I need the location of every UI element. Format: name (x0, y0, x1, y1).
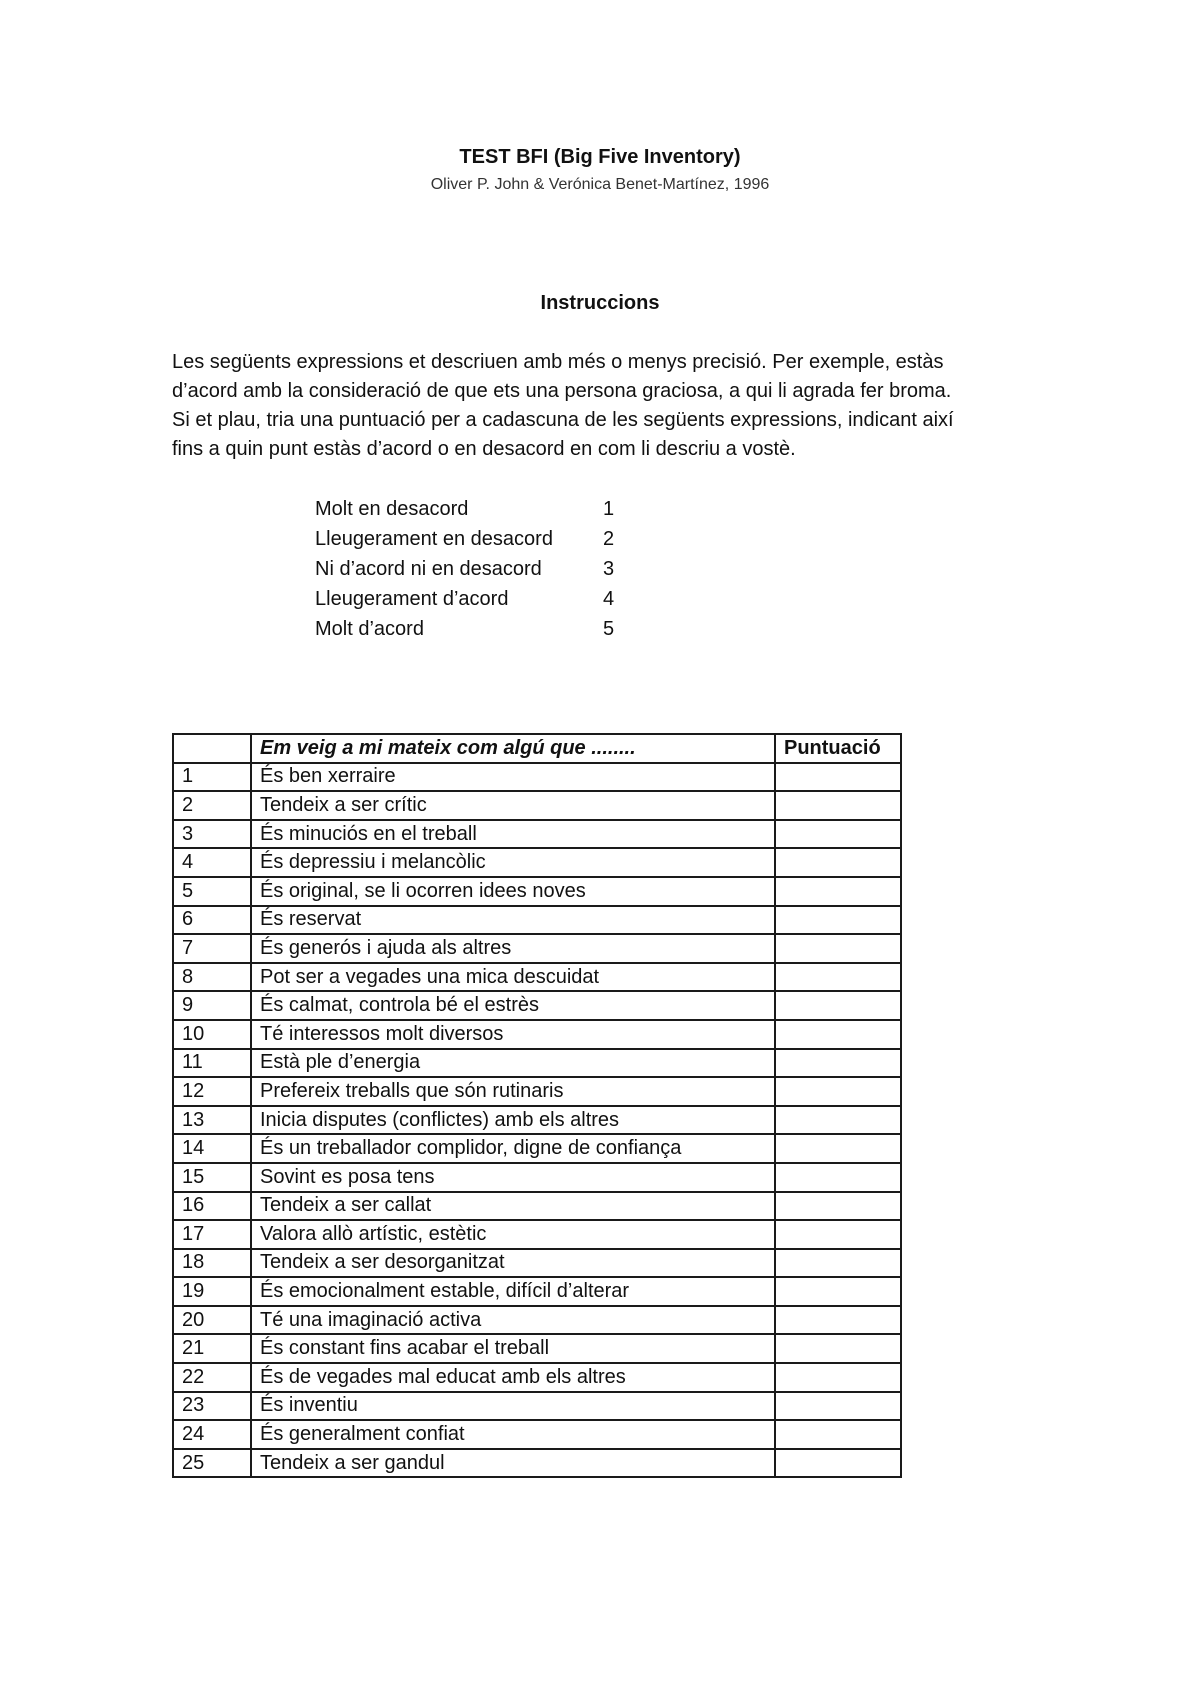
score-cell[interactable] (775, 1420, 901, 1449)
item-statement: Tendeix a ser desorganitzat (251, 1249, 775, 1278)
score-cell[interactable] (775, 991, 901, 1020)
score-cell[interactable] (775, 1363, 901, 1392)
table-row (173, 791, 901, 820)
score-cell[interactable] (775, 906, 901, 935)
scale-value: 2 (603, 528, 615, 550)
score-cell[interactable] (775, 1449, 901, 1478)
item-statement: És generós i ajuda als altres (251, 934, 775, 963)
item-number: 16 (173, 1192, 251, 1221)
scale-row (315, 554, 633, 584)
rating-scale (315, 494, 633, 644)
scale-row (315, 494, 633, 524)
questionnaire-table (172, 733, 902, 1478)
score-cell[interactable] (775, 1077, 901, 1106)
item-number: 15 (173, 1163, 251, 1192)
table-body (173, 763, 901, 1478)
item-statement: És calmat, controla bé el estrès (251, 991, 775, 1020)
item-number: 18 (173, 1249, 251, 1278)
table-row (173, 1220, 901, 1249)
score-cell[interactable] (775, 820, 901, 849)
instructions-line: d’acord amb la consideració de que ets una persona graciosa, a qui li agrada fer broma. (172, 380, 952, 402)
table-row (173, 991, 901, 1020)
score-cell[interactable] (775, 848, 901, 877)
instructions-heading: Instruccions (540, 292, 660, 314)
score-cell[interactable] (775, 1392, 901, 1421)
scale-value: 4 (603, 588, 615, 610)
item-number: 17 (173, 1220, 251, 1249)
instructions-paragraph (172, 348, 1052, 464)
document-title: TEST BFI (Big Five Inventory) (459, 146, 741, 168)
item-statement: Tendeix a ser gandul (251, 1449, 775, 1478)
table-row (173, 1249, 901, 1278)
score-cell[interactable] (775, 1163, 901, 1192)
table-row (173, 820, 901, 849)
item-statement: És inventiu (251, 1392, 775, 1421)
score-cell[interactable] (775, 1192, 901, 1221)
item-statement: És de vegades mal educat amb els altres (251, 1363, 775, 1392)
item-statement: És minuciós en el treball (251, 820, 775, 849)
scale-value: 1 (603, 498, 615, 520)
item-statement: És generalment confiat (251, 1420, 775, 1449)
score-cell[interactable] (775, 1334, 901, 1363)
item-number: 22 (173, 1363, 251, 1392)
scale-label: Ni d’acord ni en desacord (315, 558, 542, 580)
table-row (173, 1192, 901, 1221)
header-statement: Em veig a mi mateix com algú que ........ (251, 734, 775, 763)
scale-label: Molt en desacord (315, 498, 469, 520)
item-number: 6 (173, 906, 251, 935)
item-statement: És un treballador complidor, digne de confiança (251, 1134, 775, 1163)
item-number: 19 (173, 1277, 251, 1306)
scale-value: 3 (603, 558, 615, 580)
instructions-line: Si et plau, tria una puntuació per a cadascuna de les següents expressions, indicant així (172, 409, 954, 431)
item-statement: Inicia disputes (conflictes) amb els altres (251, 1106, 775, 1135)
item-statement: Sovint es posa tens (251, 1163, 775, 1192)
scale-row (315, 614, 633, 644)
table-row (173, 1306, 901, 1335)
item-statement: Té interessos molt diversos (251, 1020, 775, 1049)
item-number: 1 (173, 763, 251, 792)
table-row (173, 763, 901, 792)
item-number: 7 (173, 934, 251, 963)
item-number: 4 (173, 848, 251, 877)
scale-row (315, 584, 633, 614)
document-authors: Oliver P. John & Verónica Benet-Martínez, 1996 (430, 176, 770, 193)
item-number: 11 (173, 1049, 251, 1078)
table-row (173, 934, 901, 963)
table-row (173, 1134, 901, 1163)
header-number (173, 734, 251, 763)
table-row (173, 1363, 901, 1392)
item-statement: Tendeix a ser crític (251, 791, 775, 820)
item-statement: Té una imaginació activa (251, 1306, 775, 1335)
item-number: 12 (173, 1077, 251, 1106)
scale-value: 5 (603, 618, 615, 640)
table-row (173, 1334, 901, 1363)
item-statement: És emocionalment estable, difícil d’alterar (251, 1277, 775, 1306)
instructions-line: Les següents expressions et descriuen amb més o menys precisió. Per exemple, estàs (172, 351, 944, 373)
table-row (173, 906, 901, 935)
table-row (173, 848, 901, 877)
table-row (173, 1420, 901, 1449)
score-cell[interactable] (775, 1220, 901, 1249)
item-statement: Tendeix a ser callat (251, 1192, 775, 1221)
score-cell[interactable] (775, 1306, 901, 1335)
score-cell[interactable] (775, 1249, 901, 1278)
item-statement: És ben xerraire (251, 763, 775, 792)
table-row (173, 1020, 901, 1049)
score-cell[interactable] (775, 763, 901, 792)
item-number: 5 (173, 877, 251, 906)
score-cell[interactable] (775, 1277, 901, 1306)
item-statement: És original, se li ocorren idees noves (251, 877, 775, 906)
score-cell[interactable] (775, 1106, 901, 1135)
item-statement: És reservat (251, 906, 775, 935)
scale-label: Molt d’acord (315, 618, 424, 640)
score-cell[interactable] (775, 963, 901, 992)
item-statement: Prefereix treballs que són rutinaris (251, 1077, 775, 1106)
item-number: 21 (173, 1334, 251, 1363)
score-cell[interactable] (775, 1020, 901, 1049)
table-row (173, 1392, 901, 1421)
item-statement: Valora allò artístic, estètic (251, 1220, 775, 1249)
scale-row (315, 524, 633, 554)
item-number: 24 (173, 1420, 251, 1449)
table-row (173, 877, 901, 906)
scale-label: Lleugerament d’acord (315, 588, 509, 610)
table-row (173, 1449, 901, 1478)
score-cell[interactable] (775, 1049, 901, 1078)
item-number: 10 (173, 1020, 251, 1049)
score-cell[interactable] (775, 791, 901, 820)
item-number: 23 (173, 1392, 251, 1421)
item-statement: És depressiu i melancòlic (251, 848, 775, 877)
item-number: 20 (173, 1306, 251, 1335)
table-row (173, 1049, 901, 1078)
table-row (173, 1106, 901, 1135)
item-number: 9 (173, 991, 251, 1020)
table-row (173, 1077, 901, 1106)
item-number: 25 (173, 1449, 251, 1478)
table-row (173, 963, 901, 992)
header-score: Puntuació (775, 734, 901, 763)
item-statement: Està ple d’energia (251, 1049, 775, 1078)
score-cell[interactable] (775, 1134, 901, 1163)
item-number: 8 (173, 963, 251, 992)
table-row (173, 1163, 901, 1192)
item-number: 13 (173, 1106, 251, 1135)
instructions-line: fins a quin punt estàs d’acord o en desacord en com li descriu a vostè. (172, 438, 796, 460)
score-cell[interactable] (775, 877, 901, 906)
item-number: 3 (173, 820, 251, 849)
item-number: 2 (173, 791, 251, 820)
item-statement: És constant fins acabar el treball (251, 1334, 775, 1363)
table-header-row (173, 734, 901, 763)
item-statement: Pot ser a vegades una mica descuidat (251, 963, 775, 992)
score-cell[interactable] (775, 934, 901, 963)
item-number: 14 (173, 1134, 251, 1163)
scale-label: Lleugerament en desacord (315, 528, 553, 550)
table-row (173, 1277, 901, 1306)
